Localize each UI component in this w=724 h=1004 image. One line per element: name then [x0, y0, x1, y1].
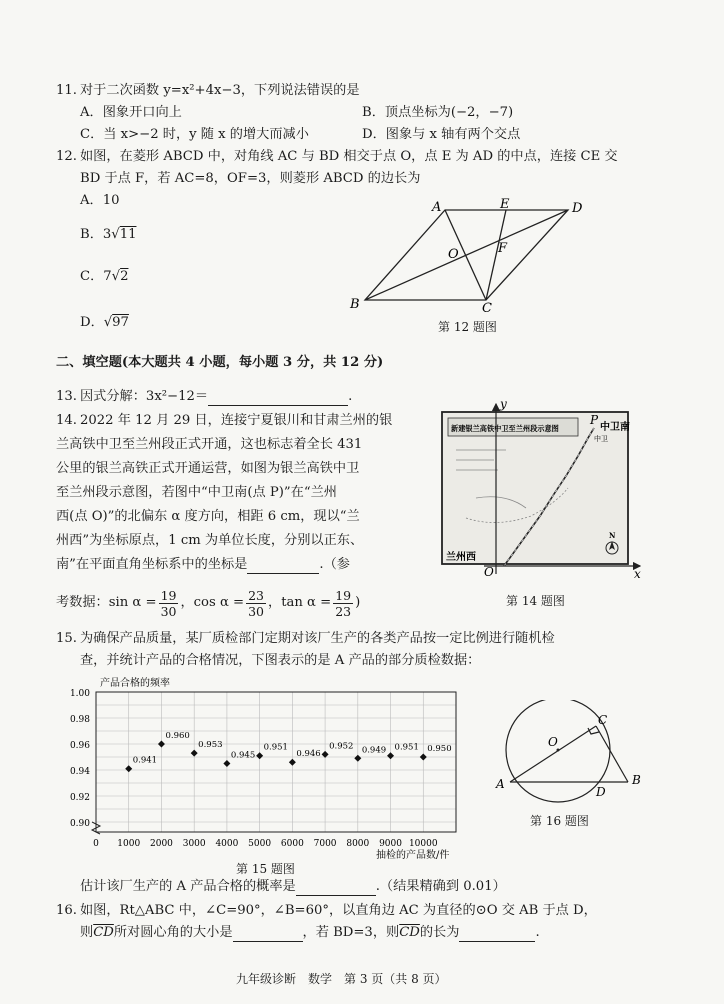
q12-label-e: E — [500, 197, 510, 212]
q12-label-b: B — [350, 297, 360, 312]
chart-y-tick-label: 0.98 — [69, 715, 90, 725]
q12-caption: 第 12 题图 — [438, 320, 497, 334]
q15-line2: 查，并统计产品的合格情况，下图表示的是 A 产品的部分质检数据： — [80, 653, 481, 668]
q14-line-7: 南”在平面直角坐标系中的坐标是 .（参 — [56, 557, 350, 572]
q16-arc-cd-1: $\overline{CD}$ — [93, 925, 114, 940]
q16-number: 16. — [56, 903, 77, 918]
chart-x-tick-label: 2000 — [150, 839, 173, 849]
q14-tan-fraction: $\frac{19}{23}$ — [335, 587, 352, 619]
q16-line1: 如图，Rt△ABC 中，∠C=90°，∠B=60°，以直角边 AC 为直径的⊙O 交 AB 于点 D， — [80, 903, 597, 918]
q16-label-b: B — [632, 773, 641, 787]
chart-y-tick-label: 0.92 — [69, 793, 90, 803]
q16-answer-blank-2[interactable] — [459, 927, 535, 942]
chart-data-point — [387, 752, 394, 759]
chart-data-point — [223, 760, 230, 767]
q11-option-b: B．顶点坐标为(−2，−7) — [362, 105, 514, 120]
q15-caption: 第 15 题图 — [236, 862, 295, 876]
q16-caption: 第 16 题图 — [530, 814, 589, 828]
q16-label-a: A — [496, 777, 505, 791]
chart-x-tick-label: 8000 — [346, 839, 370, 849]
q15-frequency-chart — [56, 672, 476, 862]
q16-label-d: D — [596, 785, 606, 799]
chart-data-label: 0.960 — [165, 731, 190, 741]
q11-number: 11. — [56, 83, 77, 98]
q14-sin-fraction: $\frac{19}{30}$ — [160, 587, 177, 619]
q14-line-4: 至兰州段示意图，若图中“中卫南(点 P)”在“兰州 — [56, 485, 337, 500]
q16-label-c: C — [598, 713, 608, 727]
chart-x-tick-label: 7000 — [313, 839, 337, 849]
chart-y-tick-label: 0.90 — [69, 819, 90, 829]
chart-data-label: 0.950 — [427, 744, 452, 754]
q12-option-c: C．7√2 — [80, 269, 129, 284]
chart-x-tick-label: 10000 — [408, 839, 438, 849]
svg-text:N: N — [609, 531, 616, 540]
q14-line-1: 2022 年 12 月 29 日，连接宁夏银川和甘肃兰州的银 — [80, 413, 393, 428]
q14-point-o: O — [484, 565, 494, 578]
q14-caption: 第 14 题图 — [506, 594, 565, 608]
chart-data-point — [158, 741, 165, 748]
q14-axis-y: y — [500, 398, 507, 411]
q14-map-title: 新建银兰高铁中卫至兰州段示意图 — [451, 424, 559, 433]
q12-label-d: D — [572, 201, 583, 216]
q12-label-a: A — [432, 200, 442, 215]
q14-number: 14. — [56, 413, 77, 428]
chart-data-label: 0.953 — [198, 740, 223, 751]
chart-data-point — [420, 754, 427, 761]
chart-x-tick-label: 6000 — [280, 839, 304, 849]
chart-x-tick-label: 5000 — [248, 839, 272, 849]
chart-x-tick-label: 3000 — [182, 839, 206, 849]
chart-data-label: 0.951 — [394, 742, 419, 753]
q14-answer-blank[interactable] — [247, 559, 319, 574]
q16-circle-figure — [488, 700, 658, 810]
chart-x-tick-label: 9000 — [379, 839, 402, 849]
chart-y-tick-label: 0.94 — [69, 767, 90, 777]
q14-line-6: 州西”为坐标原点，1 cm 为单位长度，分别以正东、 — [56, 533, 364, 548]
q16-line2: 则$\overline{CD}$所对圆心角的大小是 ，若 BD=3，则$\overline{CD}$的长为 . — [80, 925, 540, 940]
q14-line-2: 兰高铁中卫至兰州段正式开通，这也标志着全长 431 — [56, 437, 363, 452]
q16-answer-blank-1[interactable] — [233, 927, 303, 942]
chart-title: 产品合格的频率 — [100, 678, 170, 689]
q14-label-zhongwei: 中卫 — [594, 435, 608, 443]
chart-data-label: 0.941 — [132, 755, 158, 766]
q12-label-c: C — [482, 301, 492, 316]
chart-data-label: 0.952 — [329, 741, 354, 752]
q16-arc-cd-2: $\overline{CD}$ — [399, 925, 420, 940]
chart-x-tick-label: 1000 — [117, 839, 141, 849]
q15-line1: 为确保产品质量，某厂质检部门定期对该厂生产的各类产品按一定比例进行随机检 — [80, 631, 555, 646]
q12-stem-line1: 如图，在菱形 ABCD 中，对角线 AC 与 BD 相交于点 O，点 E 为 AD 的中点，连接 CE 交 — [80, 149, 618, 164]
q12-option-b-radicand: 11 — [119, 227, 137, 242]
q14-axis-x: x — [634, 567, 641, 578]
chart-data-point — [289, 759, 296, 766]
chart-x-tick-label: 0 — [93, 839, 99, 849]
q11-option-a: A．图象开口向上 — [80, 105, 182, 120]
q12-label-o: O — [448, 247, 459, 262]
chart-data-label: 0.946 — [296, 749, 321, 760]
q14-cos-fraction: $\frac{23}{30}$ — [248, 587, 265, 619]
q12-rhombus-figure — [340, 196, 600, 316]
q15-answer-blank[interactable] — [296, 881, 376, 896]
chart-y-tick-label: 0.96 — [69, 741, 90, 751]
q11-option-d: D．图象与 x 轴有两个交点 — [362, 127, 521, 142]
q12-stem-line2: BD 于点 F，若 AC=8，OF=3，则菱形 ABCD 的边长为 — [80, 171, 421, 186]
q15-number: 15. — [56, 631, 77, 646]
chart-data-label: 0.949 — [361, 745, 387, 756]
q13-text: 因式分解：3x²−12＝ . — [80, 389, 353, 404]
q12-label-f: F — [498, 241, 508, 256]
chart-x-tick-label: 4000 — [215, 839, 239, 849]
q14-line-5: 西(点 O)”的北偏东 α 度方向，相距 6 cm，现以“兰 — [56, 509, 360, 524]
q14-label-lanzhouxi: 兰州西 — [446, 552, 476, 563]
chart-data-point — [125, 765, 132, 772]
q13-number: 13. — [56, 389, 77, 404]
chart-data-point — [354, 755, 361, 762]
q12-option-d-radicand: 97 — [112, 315, 129, 330]
q16-label-o: O — [548, 735, 558, 749]
chart-data-label: 0.951 — [263, 742, 288, 753]
q12-option-a: A．10 — [80, 193, 120, 208]
q14-reference: 考数据： sin α = $\frac{19}{30}$ ，cos α = $\frac{23}{30}$ ，tan α = $\frac{19}{23}$ ) — [56, 587, 361, 619]
q14-line-3: 公里的银兰高铁正式开通运营，如图为银兰高铁中卫 — [56, 461, 360, 476]
q14-label-zhongweinan: 中卫南 — [600, 422, 630, 433]
chart-data-label: 0.945 — [230, 750, 256, 761]
q11-stem: 对于二次函数 y=x²+4x−3，下列说法错误的是 — [80, 83, 360, 98]
q12-option-c-radicand: 2 — [120, 269, 129, 284]
q12-option-b: B．3√11 — [80, 227, 137, 242]
q14-point-p: P — [590, 413, 599, 427]
chart-data-point — [191, 750, 198, 757]
section2-title: 二、填空题(本大题共 4 小题，每小题 3 分，共 12 分) — [56, 355, 384, 370]
chart-data-point — [256, 752, 263, 759]
q14-map-figure — [436, 398, 646, 578]
page-footer: 九年级诊断 数学 第 3 页（共 8 页） — [236, 972, 447, 986]
q12-option-d: D．√97 — [80, 315, 129, 330]
q11-option-c: C．当 x>−2 时，y 随 x 的增大而减小 — [80, 127, 309, 142]
q12-number: 12. — [56, 149, 77, 164]
q13-answer-blank[interactable] — [208, 391, 348, 406]
chart-y-tick-label: 1.00 — [69, 689, 90, 699]
chart-x-axis-label: 抽检的产品数/件 — [376, 850, 450, 861]
q15-answer-line: 估计该厂生产的 A 产品合格的概率是 .（结果精确到 0.01） — [80, 879, 506, 894]
